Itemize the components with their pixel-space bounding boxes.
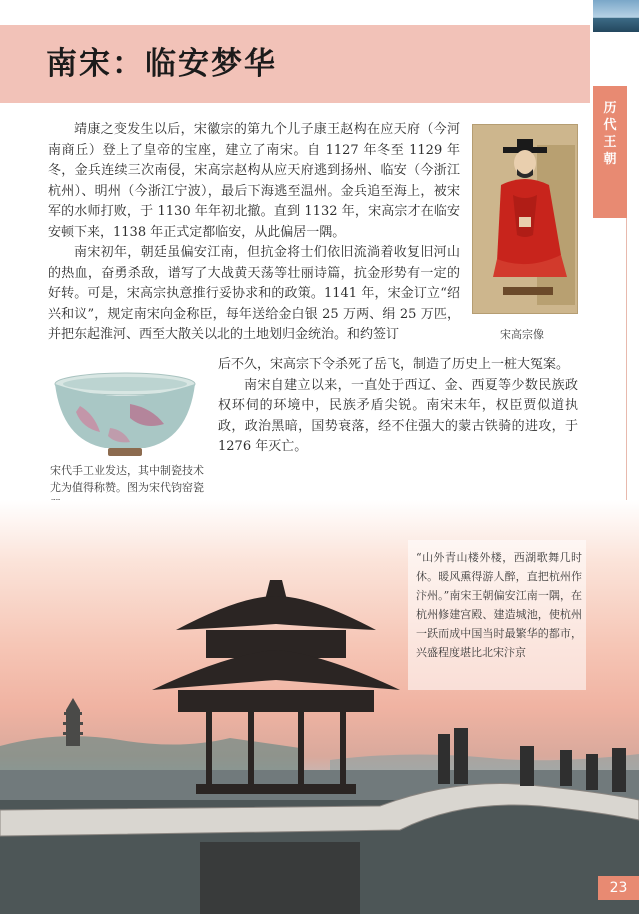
page-title: 南宋：临安梦华: [46, 46, 277, 82]
emperor-gaozong-portrait: [472, 124, 578, 314]
paragraph-2: 南宋初年，朝廷虽偏安江南，但抗金将士们依旧流淌着收复旧河山的热血，奋勇杀敌，谱写了大战黄天荡等壮丽诗篇，抗金形势有一定的好转。可是，宋高宗执意推行妥协求和的政策。1141 年，宋金订立“绍兴和议”，规定南宋向金称臣，每年送给金白银 25 万两、绢 25 万匹，并把东起淮河、西至大散关以北的土地划归金统治。和约签订: [48, 245, 460, 342]
paragraph-1: 靖康之变发生以后，宋徽宗的第九个儿子康王赵构在应天府（今河南商丘）登上了皇帝的宝座，建立了南宋。自 1127 年冬至 1129 年冬，金兵连续三次南侵，宋高宗赵构从应天府逃到扬州、临安（今浙江杭州）、明州（今浙江宁波），最后下海逃至温州。金兵追至海上，被宋军的水师打败，于 1130 年年初北撤。直到 1132 年，宋高宗才在临安安顿下来，1138 年正式定都临安，从此偏居一隅。: [48, 122, 460, 240]
article-body-lower: [218, 355, 578, 458]
paragraph-2-continued: 后不久，宋高宗下令杀死了岳飞，制造了历史上一桩大冤案。: [218, 357, 570, 372]
portrait-caption: 宋高宗像: [500, 328, 544, 341]
side-tab-label: 历代王朝: [603, 101, 617, 167]
poem-quote-text: “山外青山楼外楼，西湖歌舞几时休。暖风熏得游人醉，直把杭州作汴州。”南宋王朝偏安江南一隅，在杭州修建宫殿、建造城池，使杭州一跃而成中国当时最繁华的都市，兴盛程度堪比北宋汴京: [416, 551, 582, 659]
article-body-upper: [48, 120, 460, 346]
lake-thumbnail-image: [593, 0, 639, 32]
paragraph-3: 南宋自建立以来，一直处于西辽、金、西夏等少数民族政权环伺的环境中，民族矛盾尖锐。南宋末年，权臣贾似道执政，政治黑暗，国势衰落，经不住强大的蒙古铁骑的进攻，于 1276 年灭亡。: [218, 377, 578, 454]
jun-ware-bowl-image: [50, 370, 200, 458]
bowl-caption: 宋代手工业发达，其中制瓷技术尤为值得称赞。图为宋代钧窑瓷: [50, 464, 204, 494]
page-number: 23: [598, 876, 639, 900]
